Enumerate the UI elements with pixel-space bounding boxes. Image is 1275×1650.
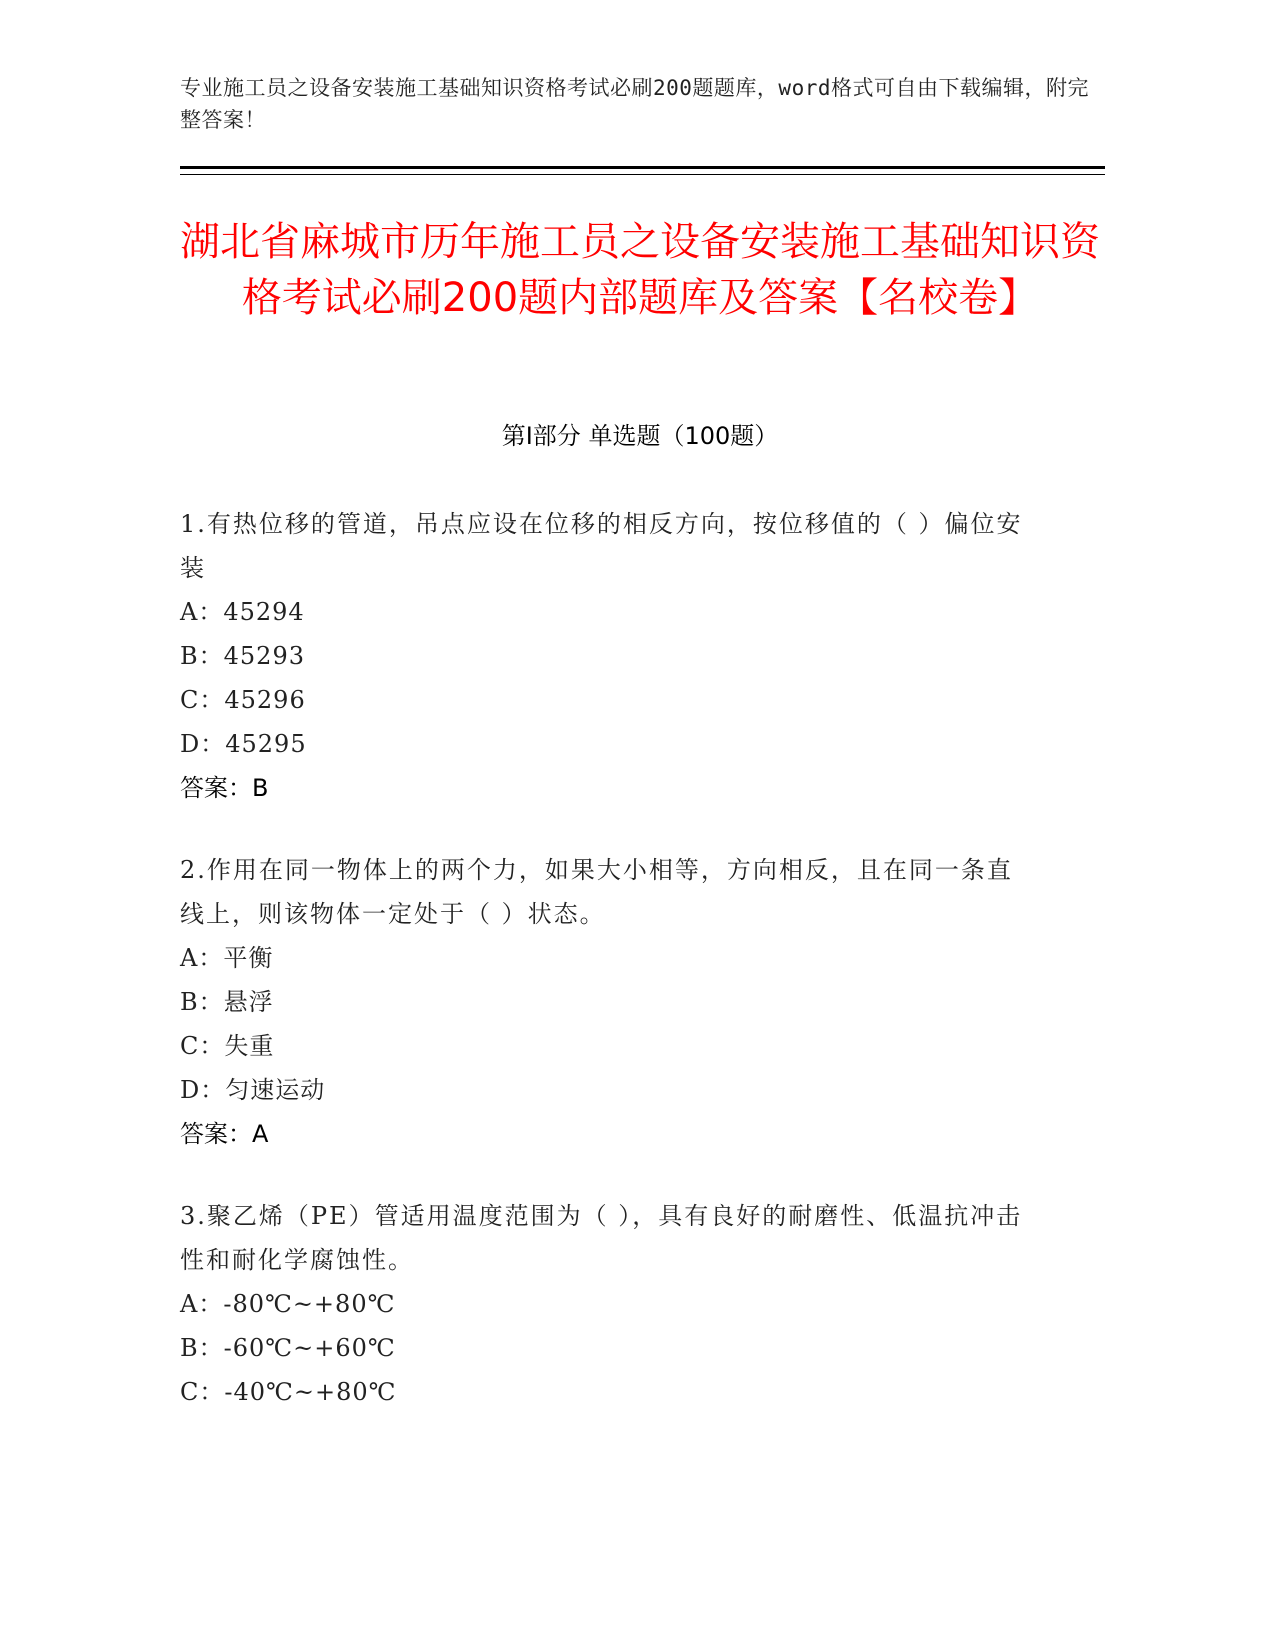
- answer-line: 答案：B: [180, 774, 269, 802]
- question-stem: 1.有热位移的管道，吊点应设在位移的相反方向，按位移值的（ ）偏位安装: [180, 510, 1023, 582]
- option-d: D：45295: [180, 730, 307, 758]
- option-a: A：平衡: [180, 944, 274, 972]
- option-a: A：45294: [180, 598, 305, 626]
- option-c: C：45296: [180, 686, 306, 714]
- option-b: B：悬浮: [180, 988, 274, 1016]
- option-a: A：-80℃~+80℃: [180, 1290, 396, 1318]
- question-1: [180, 502, 1030, 810]
- answer-line: 答案：A: [180, 1120, 269, 1148]
- section-heading: 第Ⅰ部分 单选题（100题）: [501, 422, 779, 450]
- option-b: B：-60℃~+60℃: [180, 1334, 396, 1362]
- header-divider-thin: [180, 174, 1105, 175]
- question-3: [180, 1194, 1030, 1414]
- option-c: C：-40℃~+80℃: [180, 1378, 397, 1406]
- question-list: [180, 502, 1030, 1452]
- question-stem: 2.作用在同一物体上的两个力，如果大小相等，方向相反，且在同一条直线上，则该物体一定处于（ ）状态。: [180, 856, 1013, 928]
- header-divider-thick: [180, 166, 1105, 169]
- option-c: C：失重: [180, 1032, 275, 1060]
- option-b: B：45293: [180, 642, 305, 670]
- question-stem: 3.聚乙烯（PE）管适用温度范围为（ ），具有良好的耐磨性、低温抗冲击性和耐化学腐蚀性。: [180, 1202, 1023, 1274]
- question-2: [180, 848, 1030, 1156]
- header-note: 专业施工员之设备安装施工基础知识资格考试必刷200题题库，word格式可自由下载编辑，附完整答案！: [180, 76, 1089, 132]
- option-d: D：匀速运动: [180, 1076, 326, 1104]
- document-title: 湖北省麻城市历年施工员之设备安装施工基础知识资格考试必刷200题内部题库及答案【名校卷】: [180, 219, 1100, 321]
